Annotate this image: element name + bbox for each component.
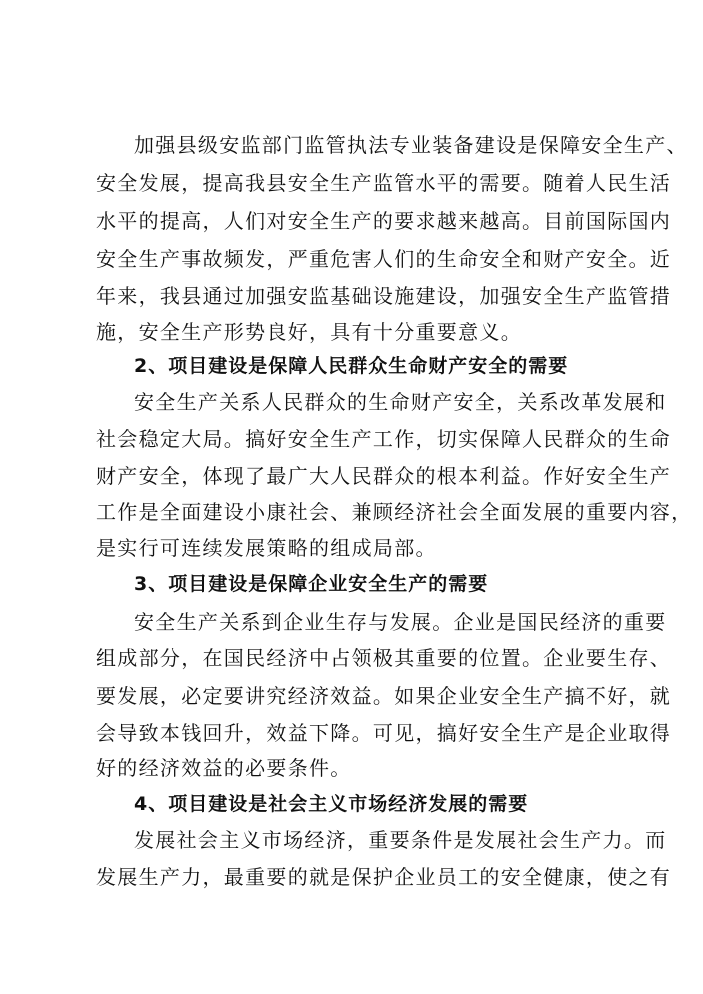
section-heading-4: 4、项目建设是社会主义市场经济发展的需要 (134, 793, 529, 815)
paragraph-3-line-2: 组成部分，在国民经济中占领极其重要的位置。企业要生存、 (96, 646, 672, 670)
paragraph-2-line-5: 是实行可连续发展策略的组成局部。 (96, 536, 437, 560)
paragraph-3-line-1: 安全生产关系到企业生存与发展。企业是国民经济的重要 (134, 610, 667, 634)
paragraph-1-line-1: 加强县级安监部门监管执法专业装备建设是保障安全生产、 (134, 133, 688, 157)
paragraph-2-line-4: 工作是全面建设小康社会、兼顾经济社会全面发展的重要内容， (96, 500, 693, 524)
paragraph-2-line-1: 安全生产关系人民群众的生命财产安全，关系改革发展和 (134, 390, 667, 414)
section-heading-2: 2、项目建设是保障人民群众生命财产安全的需要 (134, 355, 569, 377)
paragraph-1-line-3: 水平的提高，人们对安全生产的要求越来越高。目前国际国内 (96, 209, 672, 233)
paragraph-1-line-4: 安全生产事故频发，严重危害人们的生命安全和财产安全。近 (96, 247, 672, 271)
paragraph-1-line-2: 安全发展，提高我县安全生产监管水平的需要。随着人民生活 (96, 171, 672, 195)
paragraph-4-line-1: 发展社会主义市场经济，重要条件是发展社会生产力。而 (134, 828, 667, 852)
paragraph-3-line-3: 要发展，必定要讲究经济效益。如果企业安全生产搞不好，就 (96, 684, 672, 708)
paragraph-3-line-5: 好的经济效益的必要条件。 (96, 756, 352, 780)
paragraph-1-line-5: 年来，我县通过加强安监基础设施建设，加强安全生产监管措 (96, 284, 672, 308)
section-heading-3: 3、项目建设是保障企业安全生产的需要 (134, 573, 489, 595)
paragraph-4-line-2: 发展生产力，最重要的就是保护企业员工的安全健康，使之有 (96, 865, 672, 889)
paragraph-2-line-3: 财产安全，体现了最广大人民群众的根本利益。作好安全生产 (96, 464, 672, 488)
paragraph-3-line-4: 会导致本钱回升，效益下降。可见，搞好安全生产是企业取得 (96, 721, 672, 745)
paragraph-2-line-2: 社会稳定大局。搞好安全生产工作，切实保障人民群众的生命 (96, 427, 672, 451)
paragraph-1-line-6: 施，安全生产形势良好，具有十分重要意义。 (96, 320, 522, 344)
